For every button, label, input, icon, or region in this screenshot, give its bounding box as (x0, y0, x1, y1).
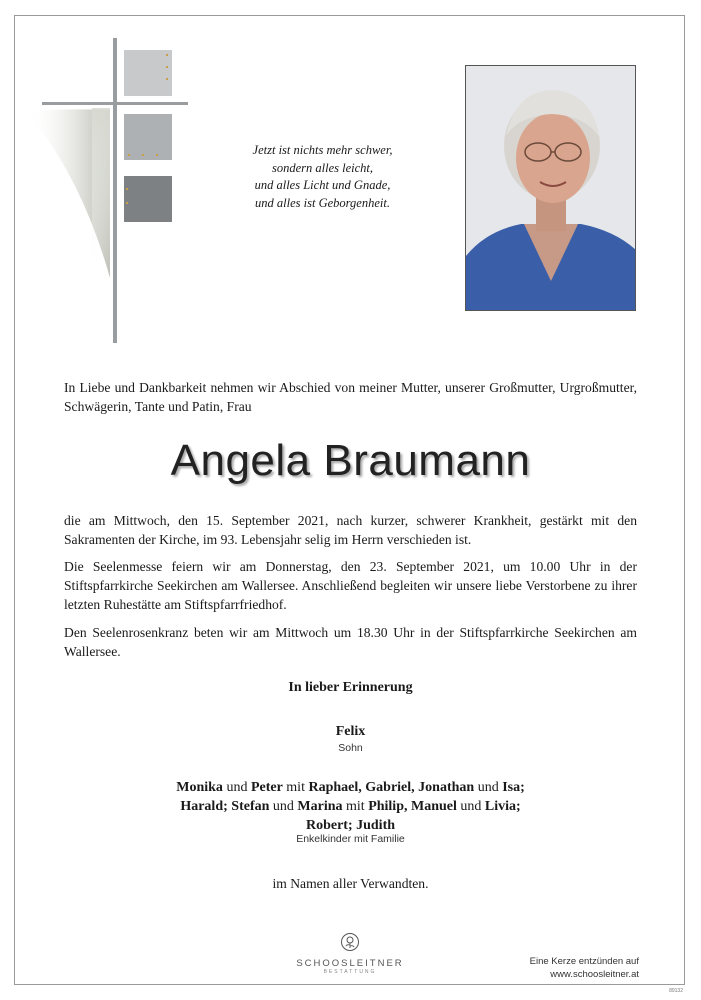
family-name: Jonathan (418, 780, 475, 795)
grandchildren-line (0, 797, 701, 816)
verse-line: und alles ist Geborgenheit. (255, 195, 390, 210)
memorial-verse (220, 142, 425, 212)
son-name: Felix (335, 724, 366, 739)
connector-word: und (272, 799, 294, 814)
connector-word: mit (346, 799, 365, 814)
portrait-photo (465, 65, 636, 311)
connector-word: und (460, 799, 482, 814)
family-name: Gabriel, (365, 780, 415, 795)
connector-word: und (477, 780, 499, 795)
document-code: 89132 (669, 988, 683, 994)
grandchildren-relation: Enkelkinder mit Familie (296, 833, 405, 845)
family-name: Harald; (180, 799, 228, 814)
candle-text: Eine Kerze entzünden auf (529, 956, 639, 967)
brand-name: SCHOOSLEITNER (296, 958, 404, 969)
verse-line: und alles Licht und Gnade, (254, 178, 391, 192)
son-relation: Sohn (338, 742, 363, 754)
family-name: Manuel (410, 799, 457, 814)
rose-emblem-icon (340, 932, 360, 952)
connector-word: und (226, 780, 248, 795)
family-name: Philip, (368, 799, 408, 814)
family-name: Isa; (502, 780, 525, 795)
funeral-mass-paragraph: Die Seelenmesse feiern wir am Donnerstag, den 23. September 2021, um 10.00 Uhr in der Stiftspfarrkirche Seekirchen am Wallersee. Anschließend begleiten wir unsere liebe Verstorbene zu ihrer letzten Ruhestätte am Stiftspfarrfriedhof. (64, 559, 637, 612)
family-name: Judith (356, 818, 396, 833)
verse-line: sondern alles leicht, (271, 160, 374, 175)
candle-url[interactable]: www.schoosleitner.at (550, 969, 639, 980)
connector-word: mit (286, 780, 305, 795)
family-name: Livia; (484, 799, 521, 814)
cross-ornament-icon (22, 38, 197, 348)
remembrance-heading: In lieber Erinnerung (288, 680, 413, 695)
family-name: Raphael, (308, 780, 362, 795)
portrait-illustration (466, 66, 636, 311)
closing-line: im Namen aller Verwandten. (272, 876, 429, 891)
family-name: Marina (297, 799, 343, 814)
candle-link[interactable] (530, 955, 639, 981)
grandchildren-list (0, 778, 701, 835)
death-notice-paragraph: die am Mittwoch, den 15. September 2021, nach kurzer, schwerer Krankheit, gestärkt mit den Sakramenten der Kirche, im 93. Lebensjahr selig im Herrn verschieden ist. (64, 513, 637, 547)
family-name: Monika (176, 780, 223, 795)
verse-line: Jetzt ist nichts mehr schwer, (252, 143, 393, 157)
grandchildren-line (0, 778, 701, 797)
brand-subtitle: BESTATTUNG (323, 969, 377, 975)
rosary-paragraph: Den Seelenrosenkranz beten wir am Mittwoch um 18.30 Uhr in der Stiftspfarrkirche Seekirchen am Wallersee. (64, 625, 637, 659)
family-name: Peter (250, 780, 283, 795)
funeral-home-logo (290, 932, 410, 975)
family-name: Robert; (305, 818, 353, 833)
deceased-name: Angela Braumann (170, 436, 531, 485)
intro-text: In Liebe und Dankbarkeit nehmen wir Abschied von meiner Mutter, unserer Großmutter, Urgroßmutter, Schwägerin, Tante und Patin, Frau (64, 380, 637, 414)
family-name: Stefan (231, 799, 270, 814)
